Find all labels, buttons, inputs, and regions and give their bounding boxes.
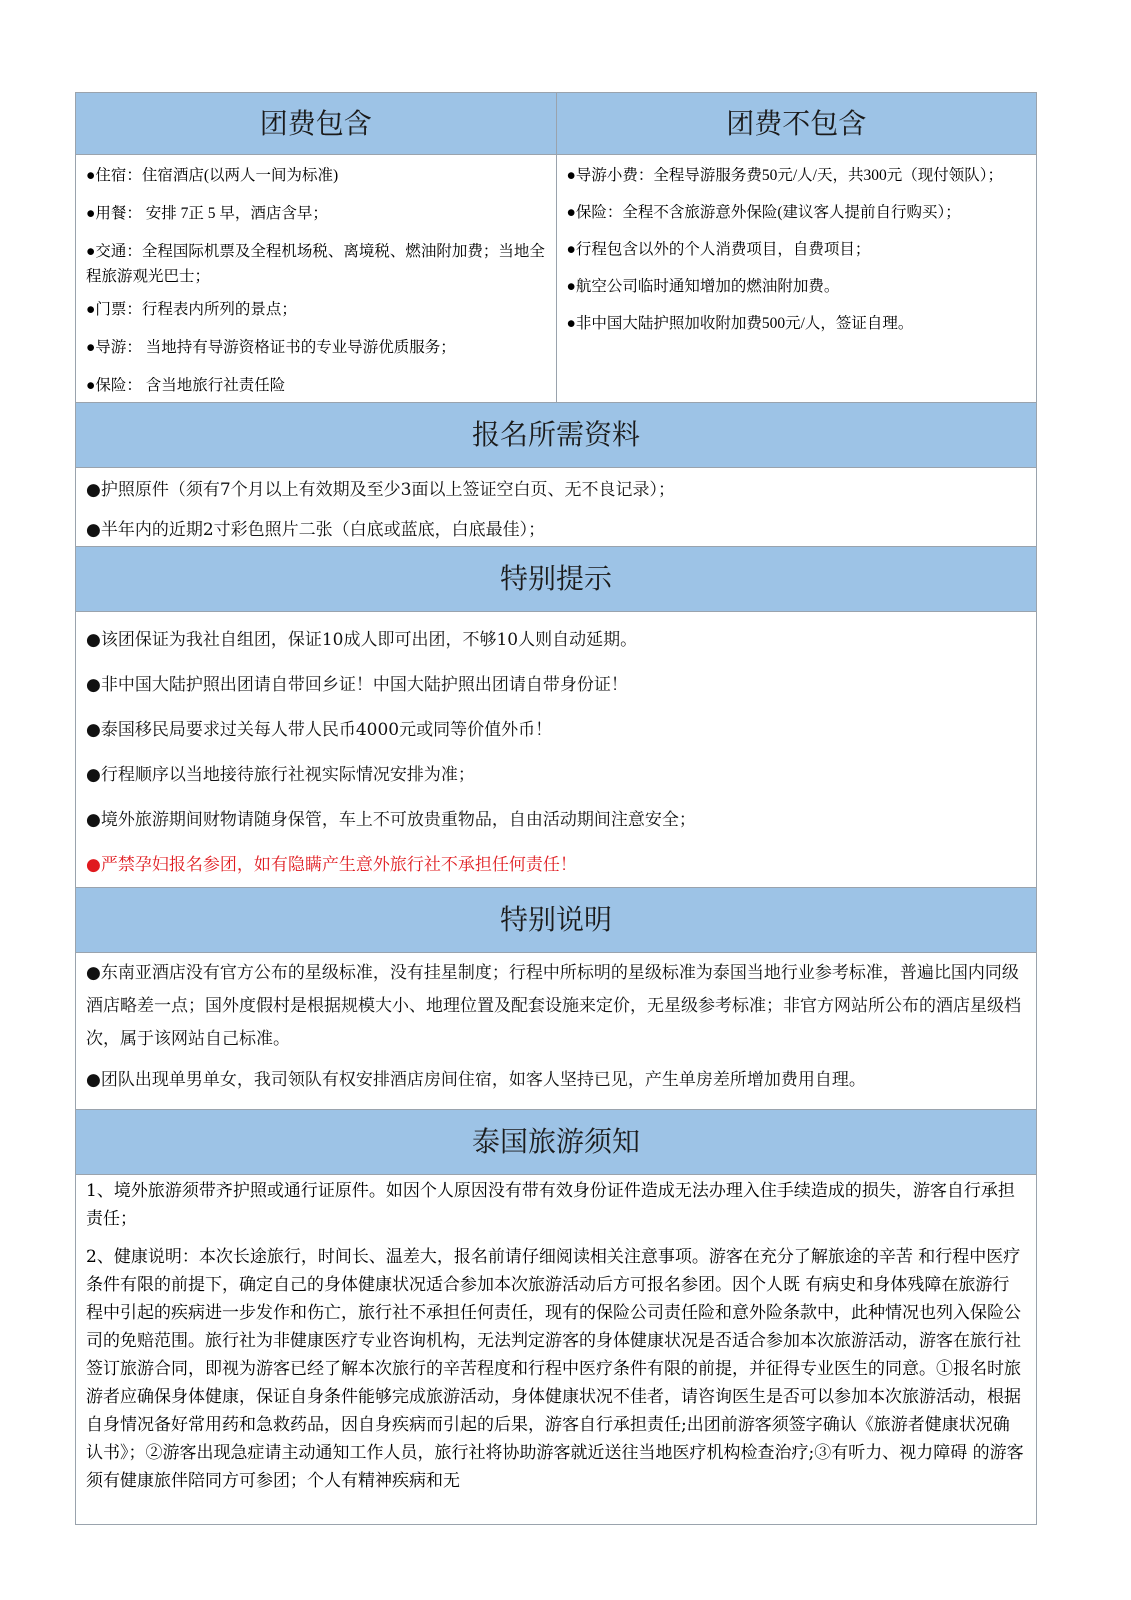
signup-body xyxy=(76,468,1036,547)
fee-table-header-row xyxy=(76,93,1036,155)
list-item: ●行程包含以外的个人消费项目，自费项目； xyxy=(566,241,871,258)
list-item: ●航空公司临时通知增加的燃油附加费。 xyxy=(566,278,840,295)
fee-included-header: 团费包含 xyxy=(76,93,557,155)
list-item: ●住宿：住宿酒店(以两人一间为标准) xyxy=(86,167,339,184)
list-item: ●半年内的近期2寸彩色照片二张（白底或蓝底，白底最佳）； xyxy=(86,520,546,540)
notes-body xyxy=(76,953,1036,1110)
tips-body xyxy=(76,612,1036,888)
list-item: ●团队出现单男单女，我司领队有权安排酒店房间住宿，如客人坚持已见，产生单房差所增加费用自理。 xyxy=(86,1070,866,1090)
list-item: ●导游： 当地持有导游资格证书的专业导游优质服务； xyxy=(86,339,456,356)
list-item: ●交通：全程国际机票及全程机场税、离境税、燃油附加费；当地全程旅游观光巴士； xyxy=(86,243,545,285)
list-item: ●境外旅游期间财物请随身保管，车上不可放贵重物品，自由活动期间注意安全； xyxy=(86,810,696,830)
list-item: 2、健康说明：本次长途旅行，时间长、温差大，报名前请仔细阅读相关注意事项。游客在充分了解旅途的辛苦 和行程中医疗条件有限的前提下，确定自己的身体健康状况适合参加本次旅游活动后方可报名参团。因个人既 有病史和身体残障在旅游行程中引起的疾病进一步发作和伤亡，旅行社不承担任何责任，现有的保险公司责任险和意外险条款中，此种情况也列入保险公司的免赔范围。旅行社为非健康医疗专业咨询机构，无法判定游客的身体健康状况是否适合参加本次旅游活动，游客在旅行社签订旅游合同，即视为游客已经了解本次旅行的辛苦程度和行程中医疗条件有限的前提，并征得专业医生的同意。①报名时旅游者应确保身体健康，保证自身条件能够完成旅游活动，身体健康状况不佳者，请咨询医生是否可以参加本次旅游活动，根据自身情况备好常用药和急救药品，因自身疾病而引起的后果，游客自行承担责任;出团前游客须签字确认《旅游者健康状况确认书》；②游客出现急症请主动通知工作人员，旅行社将协助游客就近送往当地医疗机构检查治疗;③有听力、视力障碍 的游客须有健康旅伴陪同方可参团；个人有精神疾病和无 xyxy=(86,1247,1024,1491)
list-item: ●门票：行程表内所列的景点； xyxy=(86,301,297,318)
warning-item: ●严禁孕妇报名参团，如有隐瞒产生意外旅行社不承担任何责任！ xyxy=(86,855,577,875)
info-document xyxy=(75,92,1037,1525)
list-item: 1、境外旅游须带齐护照或通行证原件。如因个人原因没有带有效身份证件造成无法办理入住手续造成的损失，游客自行承担责任； xyxy=(86,1181,1015,1229)
list-item: ●行程顺序以当地接待旅行社视实际情况安排为准； xyxy=(86,765,475,785)
guide-body xyxy=(76,1175,1036,1524)
fee-included-list xyxy=(76,155,557,402)
fee-excluded-list xyxy=(557,155,1037,402)
list-item: ●该团保证为我社自组团，保证10成人即可出团，不够10人则自动延期。 xyxy=(86,630,638,650)
list-item: ●保险：全程不含旅游意外保险(建议客人提前自行购买）； xyxy=(566,204,961,221)
signup-header: 报名所需资料 xyxy=(76,403,1036,468)
list-item: ●非中国大陆护照加收附加费500元/人，签证自理。 xyxy=(566,315,914,332)
fee-excluded-header: 团费不包含 xyxy=(557,93,1037,155)
list-item: ●泰国移民局要求过关每人带人民币4000元或同等价值外币！ xyxy=(86,720,553,740)
list-item: ●非中国大陆护照出团请自带回乡证！中国大陆护照出团请自带身份证！ xyxy=(86,675,628,695)
notes-header: 特别说明 xyxy=(76,888,1036,953)
list-item: ●保险： 含当地旅行社责任险 xyxy=(86,377,286,394)
guide-header: 泰国旅游须知 xyxy=(76,1110,1036,1175)
list-item: ●东南亚酒店没有官方公布的星级标准，没有挂星制度；行程中所标明的星级标准为泰国当地行业参考标准，普遍比国内同级酒店略差一点；国外度假村是根据规模大小、地理位置及配套设施来定价，无星级参考标准；非官方网站所公布的酒店星级档次，属于该网站自己标准。 xyxy=(86,963,1021,1049)
list-item: ●护照原件（须有7个月以上有效期及至少3面以上签证空白页、无不良记录）； xyxy=(86,480,675,500)
list-item: ●用餐： 安排 7正 5 早，酒店含早； xyxy=(86,205,328,222)
fee-table-body xyxy=(76,155,1036,403)
tips-header: 特别提示 xyxy=(76,547,1036,612)
list-item: ●导游小费：全程导游服务费50元/人/天，共300元（现付领队）； xyxy=(566,167,1003,184)
